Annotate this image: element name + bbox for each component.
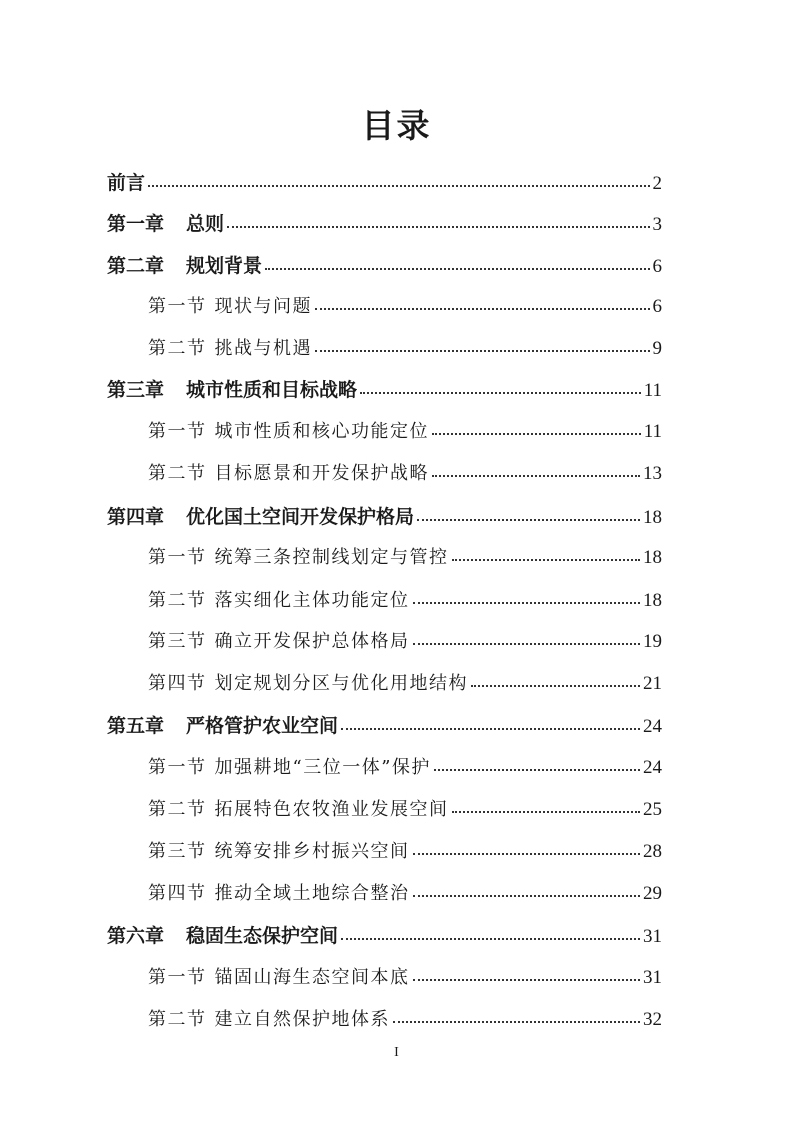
dot-leader (413, 895, 641, 897)
toc-entry-title: 前言 (107, 172, 146, 194)
toc-page-number: 6 (652, 296, 662, 317)
toc-entry-chapter-3[interactable] (107, 375, 662, 405)
chapter-number: 第五章 (107, 715, 165, 737)
toc-entry-chapter-6[interactable] (107, 921, 662, 951)
chapter-number: 第二章 (107, 255, 165, 277)
toc-page-number: 11 (643, 380, 662, 401)
toc-page-number: 29 (643, 883, 662, 904)
toc-entry-title: 总则 (186, 213, 225, 235)
toc-entry-section[interactable] (148, 543, 662, 573)
toc-entry-title: 现状与问题 (214, 296, 312, 317)
toc-entry-section[interactable] (148, 627, 662, 657)
section-number: 第一节 (148, 421, 207, 442)
toc-entry-title: 落实细化主体功能定位 (214, 590, 410, 611)
toc-entry-section[interactable] (148, 417, 662, 447)
section-number: 第四节 (148, 883, 207, 904)
dot-leader (417, 519, 640, 521)
toc-entry-title: 严格管护农业空间 (186, 715, 339, 737)
section-number: 第一节 (148, 547, 207, 568)
toc-entry-title: 优化国土空间开发保护格局 (186, 506, 415, 528)
dot-leader (265, 268, 649, 270)
toc-entry-section[interactable] (148, 795, 662, 825)
dot-leader (315, 308, 650, 310)
section-number: 第三节 (148, 841, 207, 862)
toc-entry-chapter-4[interactable] (107, 502, 662, 532)
section-number: 第一节 (148, 757, 207, 778)
dot-leader (148, 185, 649, 187)
toc-page-number: 31 (643, 926, 662, 947)
toc-entry-title: 目标愿景和开发保护战略 (214, 463, 429, 484)
toc-page-number: 3 (652, 214, 662, 235)
toc-page-number: 18 (643, 507, 662, 528)
toc-entry-chapter-1[interactable] (107, 209, 662, 239)
toc-entry-section[interactable] (148, 1005, 662, 1035)
section-number: 第二节 (148, 590, 207, 611)
section-number: 第一节 (148, 967, 207, 988)
toc-page-number: 18 (643, 547, 662, 568)
toc-entry-section[interactable] (148, 669, 662, 699)
page-footer-number: I (394, 1045, 399, 1060)
dot-leader (360, 392, 641, 394)
toc-entry-section[interactable] (148, 459, 662, 489)
toc-entry-title: 确立开发保护总体格局 (214, 631, 410, 652)
dot-leader (227, 226, 649, 228)
toc-entry-section[interactable] (148, 879, 662, 909)
dot-leader (413, 979, 641, 981)
toc-page-number: 2 (652, 173, 662, 194)
section-number: 第二节 (148, 338, 207, 359)
toc-entry-title: 统筹三条控制线划定与管控 (214, 547, 449, 568)
dot-leader (434, 769, 640, 771)
chapter-number: 第四章 (107, 506, 165, 528)
toc-page-number: 6 (652, 256, 662, 277)
dot-leader (413, 853, 641, 855)
page-title: 目录 (361, 106, 432, 145)
chapter-number: 第六章 (107, 925, 165, 947)
toc-entry-section[interactable] (148, 334, 662, 364)
toc-entry-title: 拓展特色农牧渔业发展空间 (214, 799, 449, 820)
toc-entry-title: 加强耕地“三位一体”保护 (214, 757, 431, 778)
toc-entry-title: 规划背景 (186, 255, 263, 277)
toc-page-number: 13 (643, 463, 662, 484)
section-number: 第四节 (148, 673, 207, 694)
dot-leader (315, 350, 650, 352)
toc-entry-section[interactable] (148, 292, 662, 322)
dot-leader (393, 1021, 640, 1023)
toc-page-number: 28 (643, 841, 662, 862)
section-number: 第二节 (148, 799, 207, 820)
toc-entry-chapter-2[interactable] (107, 251, 662, 281)
toc-entry-section[interactable] (148, 586, 662, 616)
dot-leader (341, 938, 640, 940)
dot-leader (471, 685, 640, 687)
toc-entry-title: 挑战与机遇 (214, 338, 312, 359)
dot-leader (452, 559, 641, 561)
toc-page-number: 25 (643, 799, 662, 820)
toc-page-number: 24 (643, 757, 662, 778)
toc-entry-title: 城市性质和核心功能定位 (214, 421, 429, 442)
toc-entry-title: 稳固生态保护空间 (186, 925, 339, 947)
toc-entry-section[interactable] (148, 753, 662, 783)
toc-page-number: 19 (643, 631, 662, 652)
section-number: 第一节 (148, 296, 207, 317)
section-number: 第二节 (148, 1009, 207, 1030)
chapter-number: 第一章 (107, 213, 165, 235)
dot-leader (452, 811, 641, 813)
toc-entry-section[interactable] (148, 837, 662, 867)
toc-page-number: 9 (652, 338, 662, 359)
toc-entry-title: 推动全域土地综合整治 (214, 883, 410, 904)
dot-leader (432, 433, 641, 435)
toc-page-number: 21 (643, 673, 662, 694)
toc-page-number: 11 (643, 421, 662, 442)
toc-page-number: 32 (643, 1009, 662, 1030)
toc-page-number: 24 (643, 716, 662, 737)
toc-entry-title: 锚固山海生态空间本底 (214, 967, 410, 988)
toc-entry-chapter-5[interactable] (107, 711, 662, 741)
toc-entry-preface[interactable] (107, 168, 662, 198)
toc-entry-title: 划定规划分区与优化用地结构 (214, 673, 468, 694)
toc-page-number: 18 (643, 590, 662, 611)
toc-entry-section[interactable] (148, 963, 662, 993)
toc-entry-title: 建立自然保护地体系 (214, 1009, 390, 1030)
dot-leader (341, 728, 640, 730)
toc-entry-title: 统筹安排乡村振兴空间 (214, 841, 410, 862)
chapter-number: 第三章 (107, 379, 165, 401)
toc-page-number: 31 (643, 967, 662, 988)
toc-entry-title: 城市性质和目标战略 (186, 379, 358, 401)
dot-leader (432, 475, 640, 477)
section-number: 第二节 (148, 463, 207, 484)
section-number: 第三节 (148, 631, 207, 652)
dot-leader (413, 643, 641, 645)
dot-leader (413, 602, 641, 604)
